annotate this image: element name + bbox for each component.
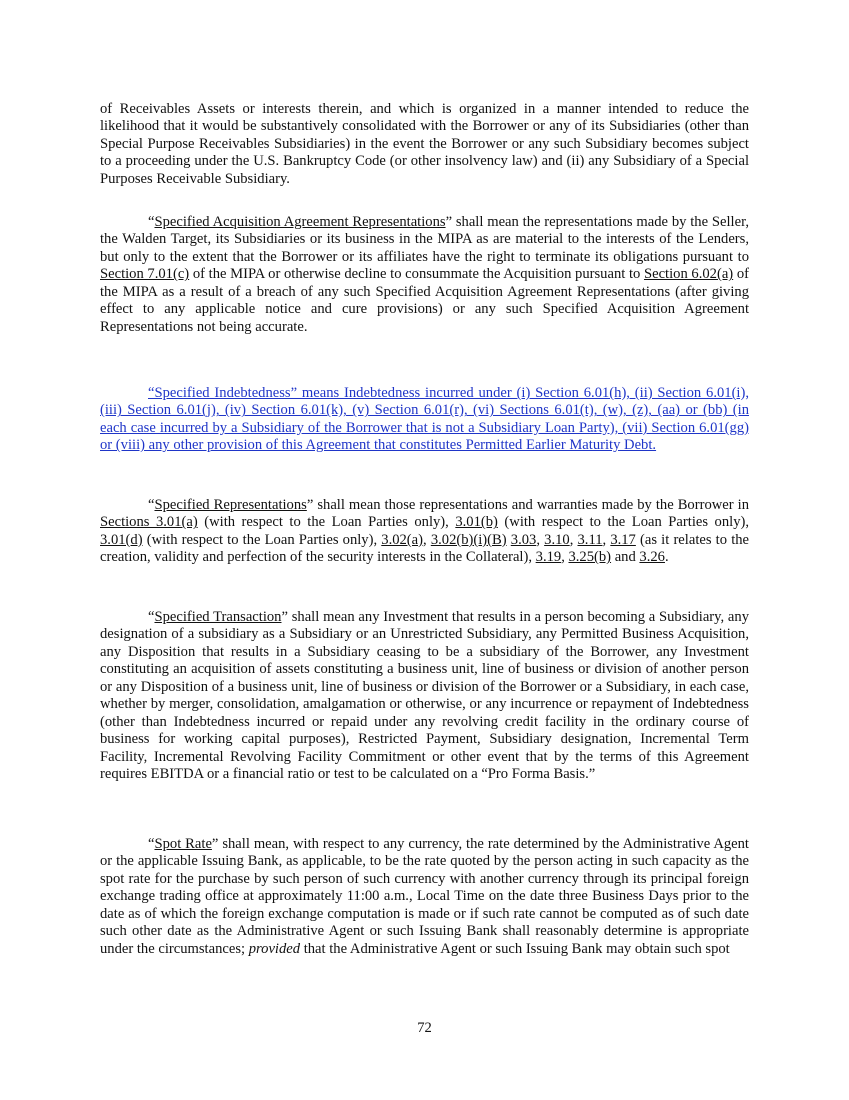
open-quote: “ (148, 497, 155, 513)
open-quote: “ (148, 609, 155, 625)
definition-text: ” shall mean the representations made by the Seller, the Walden Target, its Subsidiaries or its business in the MIPA as are material to the interests of the Lenders, but only to the extent that the Borrower or its affiliates have the right to terminate its obligations pursuant to (100, 214, 749, 265)
section-reference: Section 7.01(c) (100, 266, 190, 283)
section-reference: 3.01(d) (100, 531, 143, 548)
defined-term: Specified Representations (154, 497, 307, 513)
section-reference: 3.02(b)(i)(B) (430, 531, 507, 548)
definition-text: ” shall mean, with respect to any currency, the rate determined by the Administrative Agent or the applicable Issuing Bank, as applicable, to be the rate quoted by the person acting in such capacity as the spot rate for the purchase by such person of such currency with another currency through its principal foreign exchange trading office at approximately 11:00 a.m., Local Time on the date three Business Days prior to the date as of which the foreign exchange computation is made or if such rate cannot be computed as of such date such other date as the Administrative Agent or such Issuing Bank shall reasonably determine is appropriate under the circumstances; (100, 836, 749, 957)
section-reference: 3.19 (535, 549, 562, 566)
definition-text: of the MIPA as a result of a breach of any such Specified Acquisition Agreement Representations (after giving effect to any applicable notice and cure provisions) or any such Specified Acquisition Agreement Representations not being accurate. (100, 266, 749, 335)
page-number: 72 (417, 1020, 432, 1036)
definition-text: , (569, 531, 578, 548)
section-reference: Section 6.02(a) (643, 266, 734, 283)
inserted-definition-text: “Specified Indebtedness” means Indebtedness incurred under (i) Section 6.01(h), (ii) Section 6.01(i), (iii) Section 6.01(j), (iv) Section 6.01(k), (v) Section 6.01(r), (vi) Sections 6.01(t), (w), (z), (aa) or (bb) (in each case incurred by a Subsidiary of the Borrower that is not a Subsidiary Loan Party), (vii) Section 6.01(gg) or (viii) any other provision of this Agreement that constitutes Permitted Earlier Maturity Debt. (100, 385, 749, 454)
section-reference: 3.26 (639, 549, 665, 566)
section-reference: 3.02(a) (381, 531, 424, 548)
defined-term: Specified Acquisition Agreement Representations (154, 214, 446, 230)
section-reference: 3.25(b) (568, 549, 612, 566)
section-reference: Sections 3.01(a) (100, 514, 198, 531)
definition-text: , (602, 531, 611, 548)
paragraph-text: of Receivables Assets or interests therein, and which is organized in a manner intended to reduce the likelihood that it would be substantively consolidated with the Borrower or any of its Subsidiaries (other than Special Purpose Receivables Subsidiaries) in the event the Borrower or any such Subsidiary becomes subject to a proceeding under the U.S. Bankruptcy Code (or other insolvency law) and (ii) any Subsidiary of a Special Purposes Receivable Subsidiary. (100, 101, 749, 187)
definition-text: ” shall mean those representations and warranties made by the Borrower in (306, 497, 749, 513)
provided-italic: provided (248, 940, 301, 957)
definition-text: , (423, 531, 431, 548)
open-quote: “ (148, 836, 155, 852)
definition-text: (as it relates to the creation, validity and perfection of the security interests in the Collateral), (100, 531, 750, 566)
definition-specified-representations (100, 497, 749, 567)
definition-text: (with respect to the Loan Parties only), (142, 531, 382, 548)
definition-text: that the Administrative Agent or such Issuing Bank may obtain such spot (300, 940, 730, 957)
definition-specified-indebtedness-inserted (100, 385, 749, 455)
section-reference: 3.10 (544, 531, 570, 548)
definition-text: , (561, 549, 569, 566)
definition-text: , (536, 531, 545, 548)
defined-term: Spot Rate (154, 836, 212, 852)
definition-text: of the MIPA or otherwise decline to consummate the Acquisition pursuant to (189, 266, 644, 283)
definition-text: (with respect to the Loan Parties only), (197, 514, 456, 531)
definition-spot-rate (100, 836, 749, 958)
definition-text: and (611, 549, 640, 566)
definition-text: (with respect to the Loan Parties only), (497, 514, 750, 531)
definition-specified-transaction (100, 609, 749, 784)
definition-text: . (664, 549, 669, 566)
open-quote: “ (148, 214, 155, 230)
definition-specified-acquisition-agreement-representations (100, 214, 749, 336)
section-reference: 3.01(b) (455, 514, 498, 531)
section-reference: 3.03 (510, 531, 537, 548)
paragraph-receivables-subsidiary-continuation (100, 101, 749, 188)
defined-term: Specified Transaction (154, 609, 282, 625)
definition-text: ” shall mean any Investment that results in a person becoming a Subsidiary, any designation of a subsidiary as a Subsidiary or an Unrestricted Subsidiary, any Permitted Business Acquisition, any Disposition that results in a Subsidiary ceasing to be a subsidiary of the Borrower, any Investment constituting an acquisition of assets constituting a business unit, line of business or division of another person or any Disposition of a business unit, line of business or division of the Borrower or a Subsidiary, in each case, whether by merger, consolidation, amalgamation or otherwise, or any incurrence or repayment of Indebtedness (other than Indebtedness incurred or repaid under any revolving credit facility in the ordinary course of business for working capital purposes), Restricted Payment, Subsidiary designation, Incremental Term Facility, Incremental Revolving Facility Commitment or other event that by the terms of this Agreement requires EBITDA or a financial ratio or test to be calculated on a “Pro Forma Basis.” (100, 609, 749, 783)
section-reference: 3.11 (577, 531, 603, 548)
section-reference: 3.17 (610, 531, 636, 548)
